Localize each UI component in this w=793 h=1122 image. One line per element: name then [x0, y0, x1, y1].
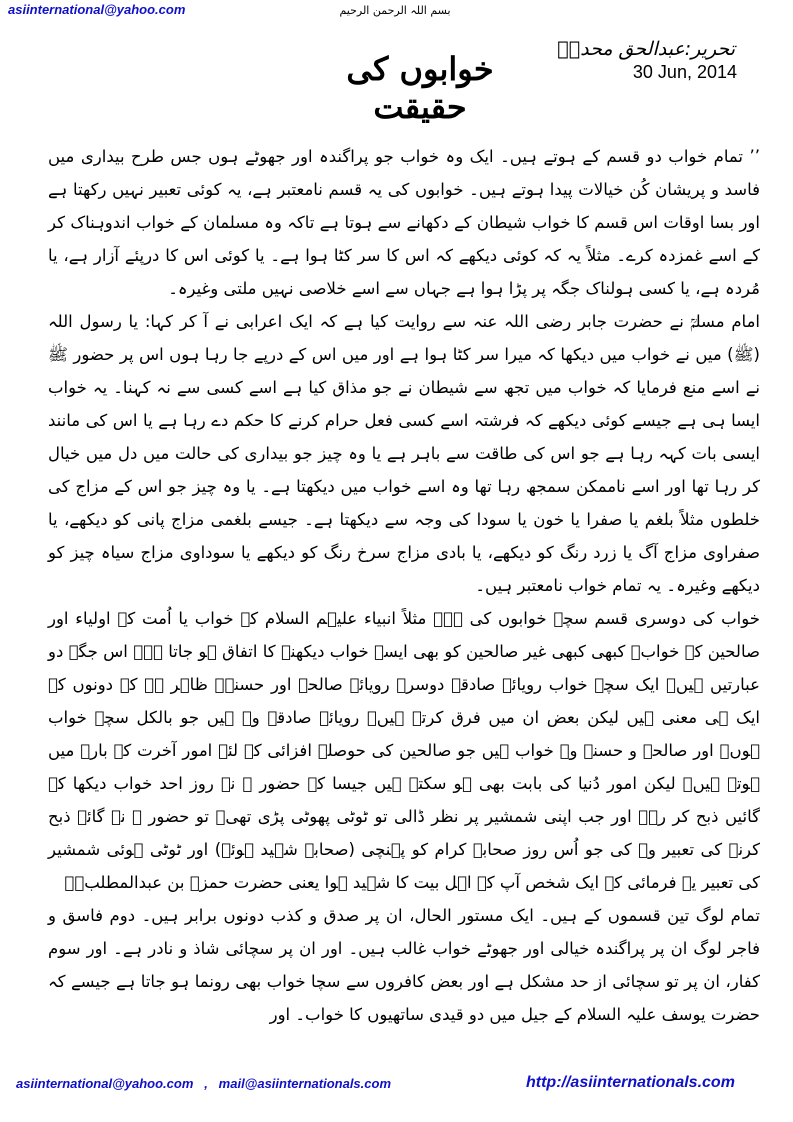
footer-website-link[interactable]: http://asiinternationals.com — [526, 1074, 735, 1091]
paragraph: تمام لوگ تین قسموں کے ہیں۔ ایک مستور الحال، ان پر صدق و کذب دونوں برابر ہیں۔ دوم فاسق و فاجر لوگ ان پر پراگندہ خیالی اور جھوٹے خواب غالب ہیں۔ اور ان پر سچائی شاذ و نادر ہے۔ اور سوم کفار، ان پر تو سچائی از حد مشکل ہے اور بعض کافروں سے سچا خواب بھی رونما ہو جاتا ہے جیسے کہ حضرت یوسف علیہ السلام کے جیل میں دو قیدی ساتھیوں کا خواب۔ اور — [48, 906, 760, 1024]
paragraph: ’’ تمام خواب دو قسم کے ہوتے ہیں۔ ایک وہ خواب جو پراگندہ اور جھوٹے ہوں جس طرح بیداری میں فاسد و پریشان کُن خیالات پیدا ہوتے ہیں۔ خوابوں کی یہ قسم نامعتبر ہے، یہ کوئی تعبیر نہیں رکھتا ہے اور بسا اوقات اس قسم کا خواب شیطان کے دکھانے سے ہوتا ہے تاکہ وہ مسلمان کے خواب اندوہناک کر کے اسے غمزدہ کرے۔ مثلاً یہ کہ کوئی دیکھے کہ اس کا سر کٹا ہوا ہے۔ یا کوئی اس کا درپئے آزار ہے، یا مُردہ ہے، یا کسی ہولناک جگہ پر پڑا ہوا ہے جہاں سے اسے خلاصی نہیں ملتی وغیرہ۔ — [48, 147, 760, 298]
author-byline: تحریر:عبدالحق محدثؒ — [557, 38, 735, 60]
bismillah: بسم اللہ الرحمن الرحیم — [339, 4, 451, 17]
footer-emails[interactable]: asiinternational@yahoo.com , mail@asiinternationals.com — [16, 1076, 392, 1091]
header-email[interactable]: asiinternational@yahoo.com — [8, 2, 186, 17]
publish-date: 30 Jun, 2014 — [632, 62, 737, 82]
paragraph: خواب کی دوسری قسم سچے خوابوں کی ہے۔ مثلاً انبیاء علیہم السلام کے خواب یا اُمت کے اولیاء اور صالحین کے خواب۔ کبھی کبھی غیر صالحین کو بھی ایسے خواب دیکھنے کا اتفاق ہو جاتا ہے۔ اس جگہ دو عبارتیں ہیں۔ ایک سچے خواب رویائے صادقہ دوسرے رویائے صالحہ اور حسنہ۔ ظاہر ہے کہ دونوں کے ایک ہی معنی ہیں لیکن بعض ان میں فرق کرتے ہیں۔ رویائے صادقہ وہ ہیں جو بالکل سچے خواب ہوں۔ اور صالحہ و حسنہ وہ خواب ہیں جو صالحین کی حوصلہ افزائی کے لئے امور آخرت کے بارے میں ہوتے ہیں۔ لیکن امور دُنیا کی بابت بھی ہو سکتے ہیں جیسا کہ حضور ﷺ نے روز احد خواب دیکھا کہ گائیں ذبح کر رہے اور جب اپنی شمشیر پر نظر ڈالی تو ٹوٹی پھوٹی پڑی تھی۔ تو حضور ﷺ نے گائے ذبح کرنے کی تعبیر وہ کی جو اُس روز صحابہ کرام کو پہنچی (صحابہ شہید ہوئے) اور ٹوٹی ہوئی شمشیر کی تعبیر یہ فرمائی کہ ایک شخص آپ کے اہل بیت کا شہید ہوا یعنی حضرت حمزہ بن عبدالمطلبؓ۔ — [48, 609, 760, 892]
page-title: خوابوں کی حقیقت — [346, 50, 494, 126]
article-body — [48, 140, 760, 1031]
paragraph: امام مسلمؒ نے حضرت جابر رضی اللہ عنہ سے روایت کیا ہے کہ ایک اعرابی نے آ کر کہا: یا رسول اللہ (ﷺ) میں نے خواب میں دیکھا کہ میرا سر کٹا ہوا ہے اور میں اس کے درپے جا رہا ہوں اس پر حضور ﷺ نے اسے منع فرمایا کہ خواب میں تجھ سے شیطان نے جو مذاق کیا ہے اسے کسی سے نہ کہنا۔ یہ خواب ایسا ہی ہے جیسے کوئی دیکھے کہ فرشتہ اسے کسی فعل حرام کرنے کا حکم دے رہا ہے یا اس کی مانند ایسی بات کہہ رہا ہے جو اس کی طاقت سے باہر ہے یا وہ چیز جو بیداری کی حالت میں دل میں خیال کر رہا تھا اور اسے ناممکن سمجھ رہا تھا وہ اسے خواب میں دیکھتا ہے۔ یا وہ چیز جو اس کے مزاج کی خلطوں مثلاً بلغم یا صفرا یا خون یا سودا کی وجہ سے دیکھتا ہے۔ جیسے بلغمی مزاج پانی کو دیکھے، یا صفراوی مزاج آگ یا زرد رنگ کو دیکھے، یا بادی مزاج سرخ رنگ کو دیکھے یا سوداوی مزاج سیاہ چیز کو دیکھے وغیرہ۔ یہ تمام خواب نامعتبر ہیں۔ — [48, 312, 760, 595]
